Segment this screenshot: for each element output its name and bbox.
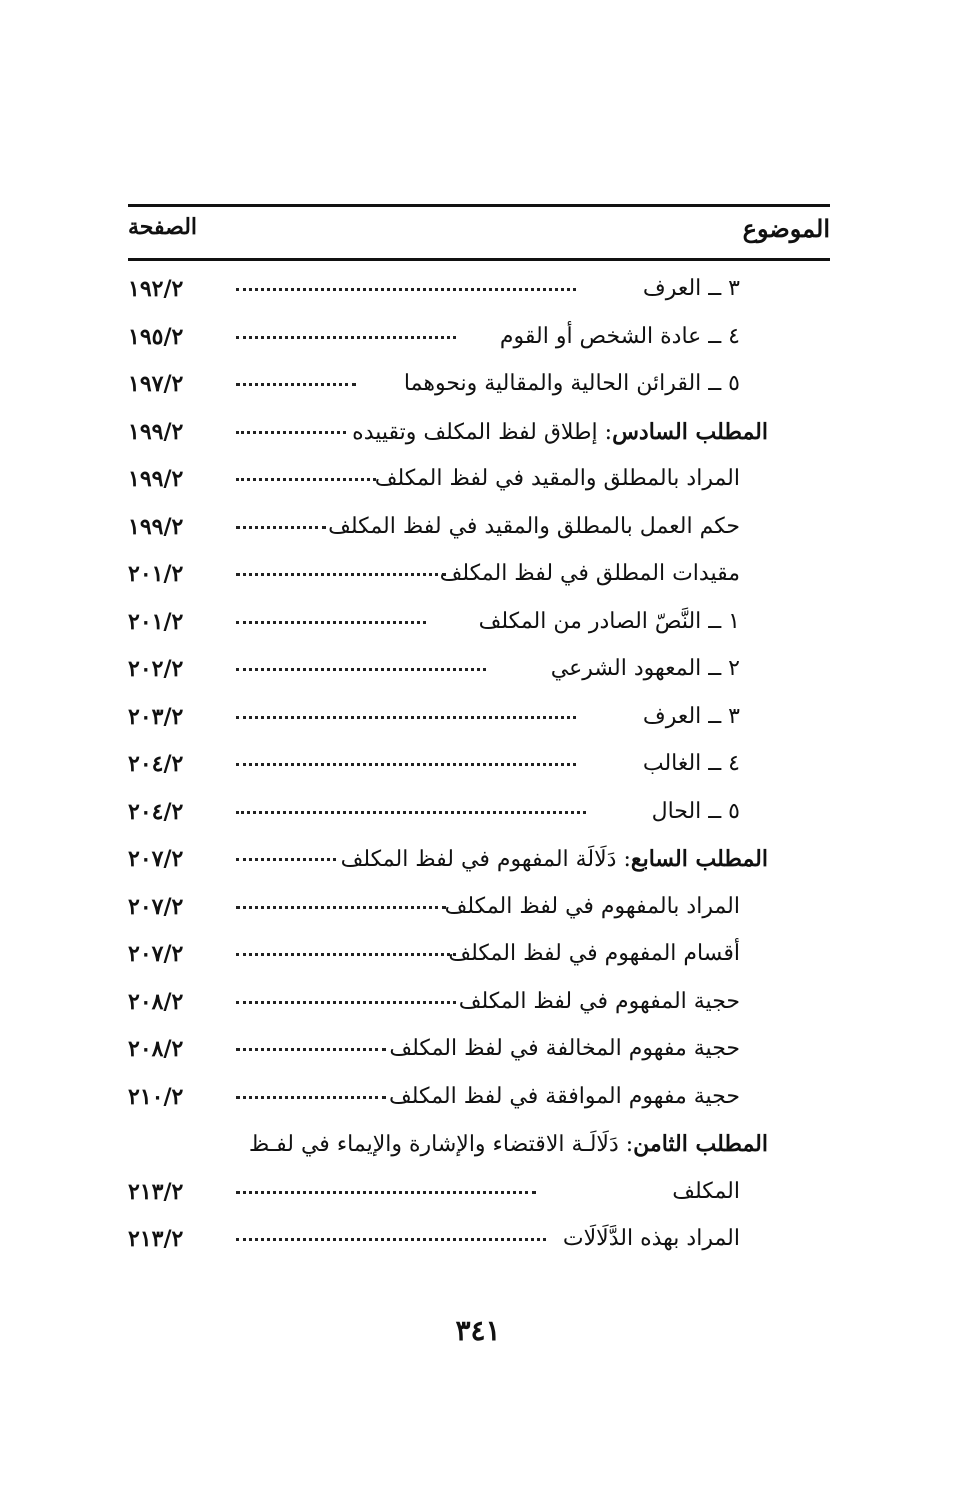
toc-entry-title: ٣ ــ العرف [642,276,740,301]
toc-leader-dots [236,1001,456,1004]
toc-entry [128,983,830,1031]
toc-entry-title: المراد بهذه الدَّلَالَات [562,1226,740,1251]
toc-entry-page: ٢٠٤/٢ [128,751,184,777]
toc-leader-dots [236,336,456,339]
toc-entry [128,318,830,366]
toc-leader-dots [236,763,576,766]
toc-entry [128,698,830,746]
toc-entry-title: حجية مفهوم الموافقة في لفظ المكلف [388,1083,740,1109]
page-column-label: الصفحة [128,214,198,240]
toc-entry-page: ١٩٩/٢ [128,418,184,445]
toc-entry-title: حجية مفهوم المخالفة في لفظ المكلف [389,1036,740,1061]
toc-entry [128,888,830,936]
toc-leader-dots [236,1191,536,1194]
toc-entry [128,1173,830,1221]
toc-entry-page: ٢٠٨/٢ [128,988,184,1015]
header-bottom-rule [128,258,830,261]
page-number: ٣٤١ [455,1314,501,1347]
toc-entry-page: ٢١٠/٢ [128,1083,184,1110]
toc-entry [128,508,830,556]
toc-entry-title: ٥ ــ القرائن الحالية والمقالية ونحوهما [403,371,740,396]
toc-leader-dots [236,526,326,529]
toc-leader-dots [236,478,376,481]
toc-leader-dots [236,431,346,434]
toc-entry-page: ١٩٧/٢ [128,371,184,397]
toc-entry-page: ٢١٣/٢ [128,1178,184,1205]
toc-entry-title: أقسام المفهوم في لفظ المكلف [448,941,740,966]
toc-entry-title: المراد بالمطلق والمقيد في لفظ المكلف [374,466,740,491]
toc-entry [128,460,830,508]
toc-entry-title: حكم العمل بالمطلق والمقيد في لفظ المكلف [328,513,740,539]
toc-entry [128,603,830,651]
toc-entry-page: ٢٠٧/٢ [128,846,184,872]
toc-leader-dots [236,1238,546,1241]
toc-leader-dots [236,1048,386,1051]
toc-entry-title: ١ ــ النَّصّ الصادر من المكلف [478,608,740,634]
topic-column-label: الموضوع [742,214,830,243]
toc-entry-page: ١٩٩/٢ [128,513,184,540]
toc-entry-page: ٢٠١/٢ [128,561,184,587]
toc-entry-page: ١٩٢/٢ [128,276,184,302]
toc-entry [128,1078,830,1126]
toc-leader-dots [236,811,586,814]
toc-entry-page: ٢٠١/٢ [128,608,184,635]
toc-entry [128,650,830,698]
toc-entry-page: ٢٠٨/٢ [128,1036,184,1062]
toc-entry-title: ٥ ــ الحال [651,798,740,824]
toc-entry [128,793,830,841]
toc-entry-page: ١٩٥/٢ [128,323,184,350]
toc-entry [128,1030,830,1078]
toc-entry-title: ٣ ــ العرف [642,703,740,729]
toc-entry [128,1125,830,1173]
toc-leader-dots [236,716,576,719]
toc-entry-page: ٢٠٢/٢ [128,656,184,682]
toc-entry-page: ٢٠٧/٢ [128,941,184,967]
toc-leader-dots [236,573,446,576]
toc-entry [128,745,830,793]
toc-leader-dots [236,953,456,956]
toc-entry-title: ٤ ــ عادة الشخص أو القوم [499,323,740,349]
toc-entry [128,270,830,318]
toc-entry-title: مقيدات المطلق في لفظ المكلف [439,561,740,586]
toc-entry-title: حجية المفهوم في لفظ المكلف [458,988,740,1014]
toc-section-title: : دَلَالَـة الاقتضاء والإشارة والإيماء في لفـظ [248,1132,634,1157]
toc-leader-dots [236,668,486,671]
toc-entry [128,555,830,603]
toc-entry [128,413,830,461]
toc-header [128,212,830,252]
toc-entry-title: المكلف [672,1178,740,1204]
toc-leader-dots [236,858,336,861]
toc-entry-title [352,419,768,445]
toc-entry-page: ٢٠٣/٢ [128,703,184,730]
toc-entry-page: ٢٠٧/٢ [128,893,184,920]
toc-entry-page: ٢٠٤/٢ [128,798,184,825]
toc-entry-title [341,846,768,872]
toc-entry [128,1220,830,1268]
toc-leader-dots [236,288,576,291]
toc-leader-dots [236,906,446,909]
toc-section-lead: المطلب السادس [612,418,768,445]
toc-section-lead: المطلب الثامن [633,1131,768,1157]
toc-entry-page: ١٩٩/٢ [128,466,184,492]
toc-entry [128,935,830,983]
toc-list [128,270,830,1268]
toc-leader-dots [236,1096,386,1099]
toc-entry-title: المراد بالمفهوم في لفظ المكلف [444,893,740,919]
header-top-rule [128,204,830,207]
toc-entry-page: ٢١٣/٢ [128,1226,184,1252]
toc-section-lead: المطلب السابع [630,846,768,872]
toc-leader-dots [236,383,356,386]
toc-entry [128,840,830,888]
toc-entry-title: ٢ ــ المعهود الشرعي [550,656,740,681]
toc-entry [128,365,830,413]
toc-entry-title [249,1131,768,1157]
toc-leader-dots [236,621,426,624]
toc-section-title: : إطلاق لفظ المكلف وتقييده [352,419,613,445]
toc-entry-title: ٤ ــ الغالب [642,751,740,776]
toc-section-title: : دَلَالَة المفهوم في لفظ المكلف [340,847,631,872]
